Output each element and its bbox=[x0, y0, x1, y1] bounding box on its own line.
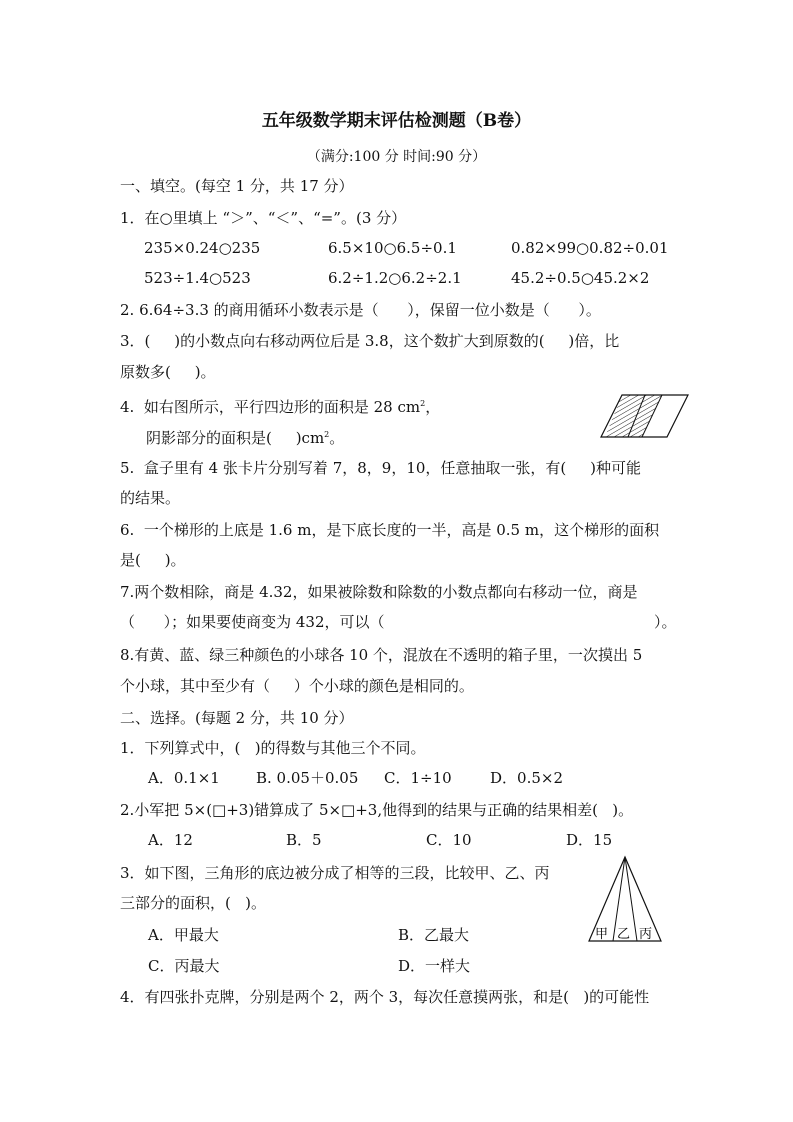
s2-q3-option-a: A．甲最大 bbox=[148, 926, 219, 944]
s2-q1-option-c: C．1÷10 bbox=[384, 769, 452, 787]
s2-q1-option-b: B. 0.05＋0.05 bbox=[256, 769, 359, 787]
q7-line2-end: ）。 bbox=[654, 613, 677, 631]
s2-q3-option-c: C．丙最大 bbox=[148, 957, 220, 975]
parallelogram-figure bbox=[600, 394, 690, 438]
q3-line1: 3．( )的小数点向右移动两位后是 3.8，这个数扩大到原数的( )倍，比 bbox=[120, 332, 620, 350]
s2-q4-stem: 4．有四张扑克牌，分别是两个 2，两个 3，每次任意摸两张，和是( )的可能性 bbox=[120, 988, 650, 1006]
q1-item: 6.5×10○6.5÷0.1 bbox=[328, 239, 457, 257]
s2-q2-stem: 2.小军把 5×(□+3)错算成了 5×□+3,他得到的结果与正确的结果相差( )。 bbox=[120, 801, 634, 819]
section2-heading: 二、选择。(每题 2 分，共 10 分） bbox=[120, 709, 354, 727]
q4-line1 bbox=[120, 394, 440, 417]
q4-unit-sup: 2 bbox=[324, 430, 330, 439]
q4-line2 bbox=[146, 425, 344, 448]
s2-q2-option-a: A．12 bbox=[148, 831, 193, 849]
q1-item: 45.2÷0.5○45.2×2 bbox=[511, 269, 650, 287]
s2-q1-stem: 1．下列算式中，( )的得数与其他三个不同。 bbox=[120, 739, 426, 757]
q2-text: 2. 6.64÷3.3 的商用循环小数表示是（ ），保留一位小数是（ ）。 bbox=[120, 301, 601, 319]
q8-line2: 个小球，其中至少有（ ）个小球的颜色是相同的。 bbox=[120, 677, 474, 695]
q4-text: 阴影部分的面积是( )cm bbox=[146, 429, 325, 447]
q1-item: 6.2÷1.2○6.2÷2.1 bbox=[328, 269, 462, 287]
q3-line2: 原数多( )。 bbox=[120, 363, 216, 381]
exam-title: 五年级数学期末评估检测题（B卷） bbox=[261, 111, 532, 131]
q4-text-end: ， bbox=[425, 398, 441, 416]
q5-line2: 的结果。 bbox=[120, 489, 181, 507]
figure-label-bing: 丙 bbox=[639, 927, 653, 942]
s2-q3-line1: 3．如下图，三角形的底边被分成了相等的三段，比较甲、乙、丙 bbox=[120, 864, 550, 882]
s2-q1-option-a: A．0.1×1 bbox=[148, 769, 220, 787]
exam-subtitle: （满分:100 分 时间:90 分） bbox=[306, 149, 487, 165]
s2-q2-option-c: C．10 bbox=[426, 831, 472, 849]
figure-label-jia: 甲 bbox=[595, 927, 609, 942]
q4-unit-sup: 2 bbox=[420, 399, 426, 408]
q5-line1: 5. 盒子里有 4 张卡片分别写着 7，8，9，10，任意抽取一张，有( )种可能 bbox=[120, 459, 641, 477]
q6-line1: 6. 一个梯形的上底是 1.6 m，是下底长度的一半，高是 0.5 m，这个梯形的面积 bbox=[120, 521, 660, 539]
s2-q2-option-d: D．15 bbox=[566, 831, 613, 849]
section1-heading: 一、填空。(每空 1 分，共 17 分） bbox=[120, 177, 354, 195]
q1-stem: 1．在○里填上 “＞”、“＜”、“=”。(3 分） bbox=[120, 209, 407, 227]
s2-q3-option-d: D．一样大 bbox=[398, 957, 471, 975]
s2-q3-option-b: B．乙最大 bbox=[398, 926, 470, 944]
q6-line2: 是( )。 bbox=[120, 551, 186, 569]
s2-q3-line2: 三部分的面积，( )。 bbox=[120, 894, 267, 912]
q4-text-end: 。 bbox=[329, 429, 345, 447]
triangle-figure bbox=[588, 856, 662, 944]
q8-line1: 8.有黄、蓝、绿三种颜色的小球各 10 个，混放在不透明的箱子里，一次摸出 5 bbox=[120, 646, 643, 664]
s2-q2-option-b: B．5 bbox=[286, 831, 322, 849]
q7-line2: （ ）；如果要使商变为 432，可以（ bbox=[120, 613, 385, 631]
q1-item: 0.82×99○0.82÷0.01 bbox=[511, 239, 669, 257]
figure-label-yi: 乙 bbox=[617, 927, 631, 942]
q7-line1: 7.两个数相除，商是 4.32，如果被除数和除数的小数点都向右移动一位，商是 bbox=[120, 583, 638, 601]
s2-q1-option-d: D．0.5×2 bbox=[490, 769, 563, 787]
q1-item: 523÷1.4○523 bbox=[144, 269, 251, 287]
q4-text: 4. 如右图所示，平行四边形的面积是 28 cm bbox=[120, 398, 421, 416]
q1-item: 235×0.24○235 bbox=[144, 239, 261, 257]
